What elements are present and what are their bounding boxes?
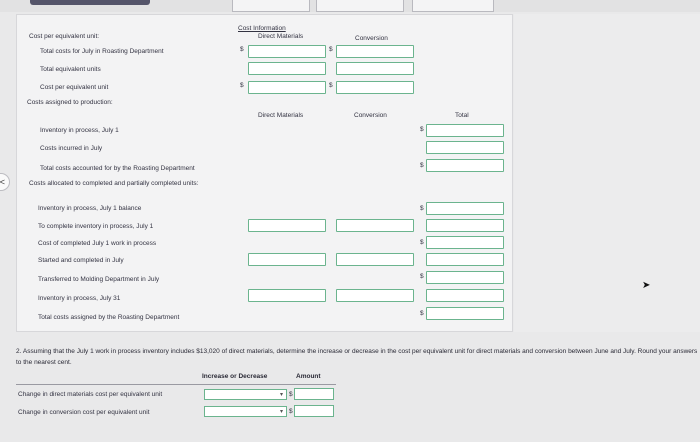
conv-total-eu-input[interactable]: [336, 62, 414, 75]
total-accounted-input[interactable]: [426, 159, 504, 172]
inc-dec-header: Increase or Decrease: [202, 373, 268, 380]
dollar-sign: $: [420, 126, 424, 133]
dollar-sign: $: [240, 46, 244, 53]
top-bar-fragment: [30, 0, 150, 5]
amount-header: Amount: [296, 373, 321, 380]
dollar-sign: $: [420, 239, 424, 246]
costs-allocated-label: Costs allocated to completed and partially completed units:: [29, 180, 199, 187]
conv-inc-dec-select[interactable]: [204, 406, 287, 417]
conv-inv-july31-input[interactable]: [336, 289, 414, 302]
total-costs-incurred-input[interactable]: [426, 141, 504, 154]
conv-cost-per-eu-input[interactable]: [336, 81, 414, 94]
total-eu-label: Total equivalent units: [40, 66, 101, 73]
cost-per-eu-label: Cost per equivalent unit:: [29, 33, 100, 40]
dm-total-costs-input[interactable]: [248, 45, 326, 58]
conv-total-costs-input[interactable]: [336, 45, 414, 58]
conv-to-complete-input[interactable]: [336, 219, 414, 232]
prev-arrow-icon[interactable]: <: [0, 173, 10, 191]
conversion-header: Conversion: [354, 112, 387, 119]
change-dm-label: Change in direct materials cost per equivalent unit: [18, 391, 163, 398]
question-2-text: 2. Assuming that the July 1 work in process inventory includes $13,020 of direct materials, determine the increase or decrease in the cost per equivalent unit for direct materials and conversion between June and July. Round your answers to the nearest cent.: [16, 348, 698, 366]
total-header: Total: [455, 112, 469, 119]
top-field-1[interactable]: [232, 0, 310, 12]
cost-information-header: Cost Information: [238, 25, 286, 32]
total-accounted-label: Total costs accounted for by the Roasting Department: [40, 165, 195, 172]
dollar-sign: $: [240, 82, 244, 89]
cost-per-eu-unit-label: Cost per equivalent unit: [40, 84, 109, 91]
total-assigned-input[interactable]: [426, 307, 504, 320]
dollar-sign: $: [289, 408, 293, 415]
total-assigned-label: Total costs assigned by the Roasting Department: [38, 314, 180, 321]
top-field-2[interactable]: [316, 0, 404, 12]
dm-started-completed-input[interactable]: [248, 253, 326, 266]
transferred-label: Transferred to Molding Department in July: [38, 276, 160, 283]
dollar-sign: $: [420, 205, 424, 212]
total-transferred-input[interactable]: [426, 271, 504, 284]
dollar-sign: $: [329, 46, 333, 53]
conversion-header-top: Conversion: [355, 35, 388, 42]
total-inv-july31-input[interactable]: [426, 289, 504, 302]
total-to-complete-input[interactable]: [426, 219, 504, 232]
dollar-sign: $: [420, 273, 424, 280]
inv-july1-label: Inventory in process, July 1: [40, 127, 119, 134]
to-complete-label: To complete inventory in process, July 1: [38, 223, 154, 230]
inv-july1-balance-label: Inventory in process, July 1 balance: [38, 205, 142, 212]
dollar-sign: $: [289, 391, 293, 398]
total-inv-july1-input[interactable]: [426, 124, 504, 137]
dollar-sign: $: [420, 162, 424, 169]
inv-july31-label: Inventory in process, July 31: [38, 295, 121, 302]
total-started-completed-input[interactable]: [426, 253, 504, 266]
costs-incurred-label: Costs incurred in July: [40, 145, 103, 152]
cost-completed-label: Cost of completed July 1 work in process: [38, 240, 157, 247]
conv-started-completed-input[interactable]: [336, 253, 414, 266]
divider: [16, 384, 336, 385]
dollar-sign: $: [329, 82, 333, 89]
chevron-down-icon: ▾: [279, 392, 283, 398]
dm-inv-july31-input[interactable]: [248, 289, 326, 302]
dm-header: Direct Materials: [258, 112, 304, 119]
chevron-down-icon: ▾: [279, 409, 283, 415]
costs-assigned-label: Costs assigned to production:: [27, 99, 113, 106]
dm-header-top: Direct Materials: [258, 33, 304, 40]
dm-cost-per-eu-input[interactable]: [248, 81, 326, 94]
top-field-3[interactable]: [412, 0, 494, 12]
total-inv-balance-input[interactable]: [426, 202, 504, 215]
started-completed-label: Started and completed in July: [38, 257, 124, 264]
right-background: [514, 14, 700, 332]
total-costs-july-label: Total costs for July in Roasting Department: [40, 48, 164, 55]
dm-to-complete-input[interactable]: [248, 219, 326, 232]
dm-inc-dec-select[interactable]: [204, 389, 287, 400]
dm-total-eu-input[interactable]: [248, 62, 326, 75]
mouse-cursor-icon: ➤: [642, 280, 651, 291]
dollar-sign: $: [420, 310, 424, 317]
change-conv-label: Change in conversion cost per equivalent unit: [18, 409, 150, 416]
total-cost-completed-input[interactable]: [426, 236, 504, 249]
conv-change-amount-input[interactable]: [294, 405, 334, 417]
dm-change-amount-input[interactable]: [294, 388, 334, 400]
